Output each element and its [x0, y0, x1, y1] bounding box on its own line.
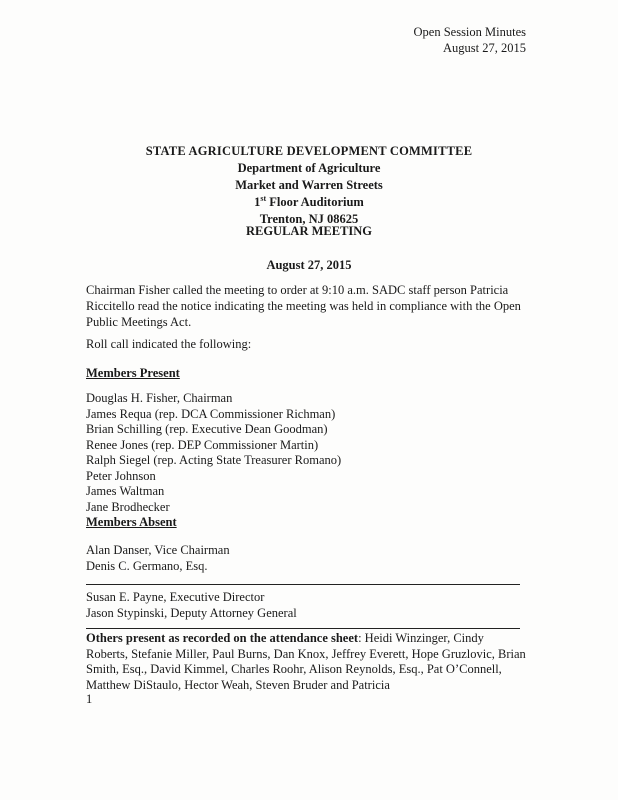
members-present-list: [86, 391, 536, 515]
floor-line: [0, 194, 618, 211]
others-present-names: : Heidi Winzinger, Cindy Roberts, Stefanie Miller, Paul Burns, Dan Knox, Jeffrey Everett, Hope Gruzlovic, Brian Smith, Esq., David Kimmel, Charles Roohr, Alison Reynolds, Esq., Pat O’Connell, Matthew DiStaulo, Hector Weah, Steven Bruder and Patricia: [86, 631, 526, 692]
others-present-paragraph: [86, 631, 526, 693]
list-item: Alan Danser, Vice Chairman: [86, 543, 230, 557]
call-to-order-paragraph: Chairman Fisher called the meeting to order at 9:10 a.m. SADC staff person Patricia Riccitello read the notice indicating the meeting was held in compliance with the Open Public Meetings Act.: [86, 283, 521, 329]
floor-ordinal: st: [260, 193, 267, 203]
header-date: August 27, 2015: [443, 41, 526, 55]
divider: [86, 628, 520, 629]
divider: [86, 584, 520, 585]
title-block: [0, 143, 618, 228]
list-item: Jane Brodhecker: [86, 499, 170, 514]
roll-call-paragraph: Roll call indicated the following:: [86, 337, 252, 351]
committee-name: STATE AGRICULTURE DEVELOPMENT COMMITTEE: [145, 144, 473, 158]
page-number: 1: [86, 692, 93, 706]
members-present-heading: Members Present: [86, 366, 180, 380]
list-item: Jason Stypinski, Deputy Attorney General: [86, 605, 297, 620]
floor-text: Floor Auditorium: [266, 195, 364, 209]
list-item: Peter Johnson: [86, 468, 156, 483]
list-item: Douglas H. Fisher, Chairman: [86, 391, 233, 405]
document-header: [414, 24, 527, 56]
others-present-label: Others present as recorded on the attendance sheet: [86, 631, 359, 645]
meeting-date: August 27, 2015: [266, 258, 352, 272]
list-item: Brian Schilling (rep. Executive Dean Goodman): [86, 422, 328, 436]
members-absent-list: [86, 543, 536, 574]
list-item: Renee Jones (rep. DEP Commissioner Martin): [86, 437, 319, 452]
list-item: James Waltman: [86, 484, 165, 498]
city-line: Trenton, NJ 08625: [259, 212, 359, 226]
address-line: Market and Warren Streets: [235, 178, 383, 192]
members-absent-heading: Members Absent: [86, 515, 177, 529]
list-item: James Requa (rep. DCA Commissioner Richman): [86, 406, 336, 421]
list-item: Denis C. Germano, Esq.: [86, 558, 208, 573]
header-title: Open Session Minutes: [413, 25, 526, 39]
list-item: Ralph Siegel (rep. Acting State Treasurer Romano): [86, 453, 342, 467]
floor-number: 1: [254, 195, 261, 209]
staff-list: [86, 590, 536, 621]
department-name: Department of Agriculture: [237, 161, 381, 175]
meeting-title: REGULAR MEETING: [245, 224, 373, 238]
list-item: Susan E. Payne, Executive Director: [86, 590, 265, 604]
